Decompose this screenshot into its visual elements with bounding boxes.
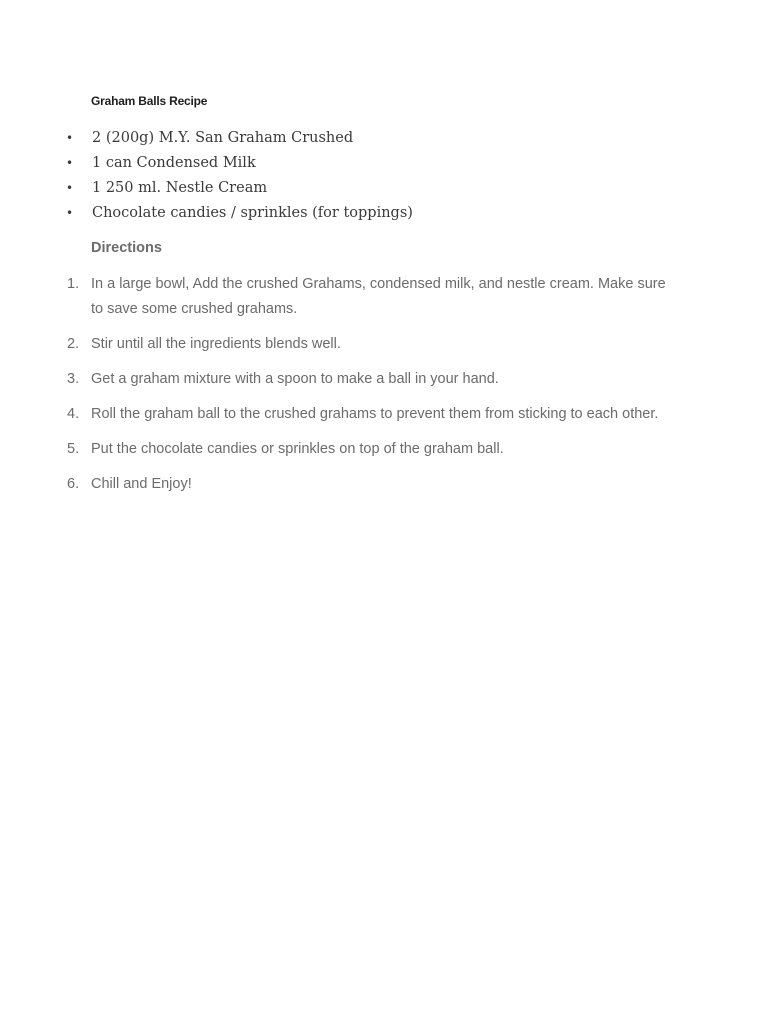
list-item xyxy=(0,402,680,427)
step-number: 6. xyxy=(67,476,80,492)
page-title: Graham Balls Recipe xyxy=(91,94,208,108)
ingredient-text: 1 can Condensed Milk xyxy=(92,155,256,171)
step-text: Chill and Enjoy! xyxy=(91,476,192,492)
step-number: 4. xyxy=(67,406,80,422)
bullet-icon: • xyxy=(66,131,74,145)
bullet-icon: • xyxy=(66,206,74,220)
step-number: 5. xyxy=(67,441,80,457)
list-item xyxy=(0,332,680,357)
directions-heading: Directions xyxy=(91,240,162,256)
step-text: In a large bowl, Add the crushed Grahams, condensed milk, and nestle cream. Make sure to save some crushed grahams. xyxy=(91,276,666,317)
step-text: Get a graham mixture with a spoon to make a ball in your hand. xyxy=(91,371,499,387)
ingredients-list xyxy=(0,127,413,227)
list-item xyxy=(0,127,413,152)
list-item xyxy=(0,152,413,177)
directions-list xyxy=(0,272,680,507)
list-item xyxy=(0,437,680,462)
step-text: Roll the graham ball to the crushed grahams to prevent them from sticking to each other. xyxy=(91,406,659,422)
step-number: 1. xyxy=(67,276,80,292)
list-item xyxy=(0,177,413,202)
bullet-icon: • xyxy=(66,156,74,170)
step-text: Stir until all the ingredients blends well. xyxy=(91,336,341,352)
step-number: 2. xyxy=(67,336,80,352)
list-item xyxy=(0,272,680,322)
list-item xyxy=(0,367,680,392)
step-number: 3. xyxy=(67,371,80,387)
bullet-icon: • xyxy=(66,181,74,195)
step-text: Put the chocolate candies or sprinkles on top of the graham ball. xyxy=(91,441,504,457)
ingredient-text: Chocolate candies / sprinkles (for toppings) xyxy=(92,205,413,221)
ingredient-text: 2 (200g) M.Y. San Graham Crushed xyxy=(92,130,354,146)
list-item xyxy=(0,202,413,227)
list-item xyxy=(0,472,680,497)
ingredient-text: 1 250 ml. Nestle Cream xyxy=(92,180,268,196)
